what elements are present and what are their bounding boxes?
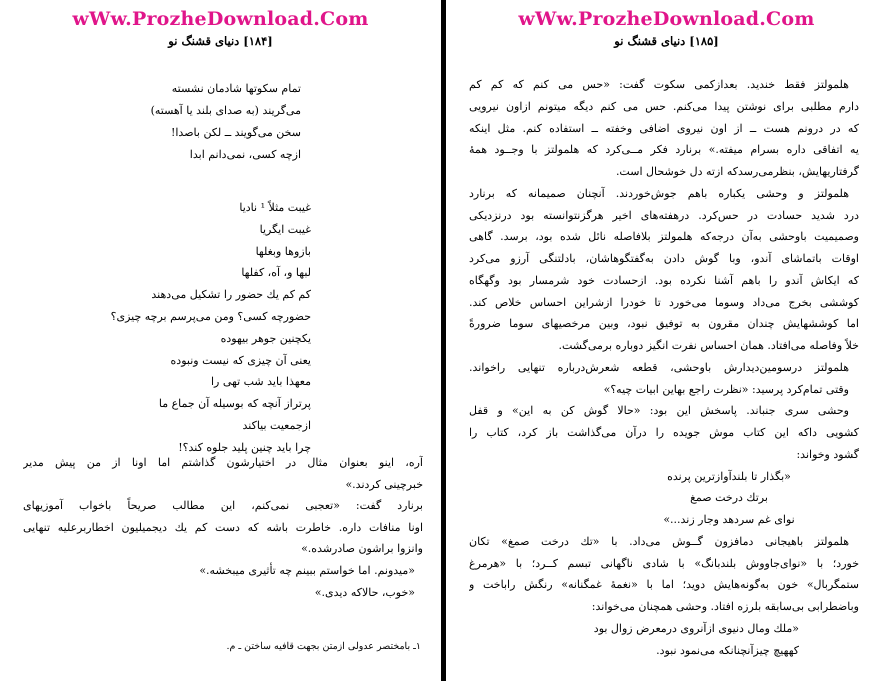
poem-line: تمام سکوتها شادمان نشسته: [171, 82, 301, 95]
prose-line: وحشی سری جنباند. پاسخش این بود: «حالا گوش کن به این» و قفل: [469, 404, 849, 418]
prose-line: ستمگربال» خون به‌گونه‌هایش دوید؛ اما با «نغمهٔ غمگنانه» رنگش راباخت و: [469, 578, 859, 592]
watermark-right: wWw.ProzheDownload.Com: [518, 8, 815, 30]
prose-line: اوقات باتماشای آندو، وبا گوش دادن به‌گفتگوهاشان، بادلتنگی آرزو می‌کرد: [469, 252, 859, 265]
prose-line: هلمولتز باهیجانی دمافزون گــوش می‌داد. با «تك درخت صمغ» تکان: [469, 534, 849, 548]
poem-stanza-2: [21, 197, 311, 459]
watermark-left: wWw.ProzheDownload.Com: [72, 8, 369, 30]
poem-line: می‌گریند (به صدای بلند یا آهسته): [150, 104, 301, 117]
poem-line: لبها و، آه، کفلها: [241, 266, 311, 280]
page-header-left: [۱۸۴] دنیای قشنگ نو: [168, 34, 273, 48]
prose-line: خورد؛ با «نوای‌جاووش بلندبانگ» با شادی ناگهانی تبسم کــرد؛ با «هرمرغ: [469, 556, 859, 570]
footnote: ۱ـ بامختصر عدولی ازمتن بجهت قافیه ساختن ـ م.: [226, 641, 421, 652]
prose-line: وانزوا براشون صادرشده.»: [301, 542, 423, 556]
poem-line: ازجمعیت بیاکند: [242, 418, 311, 432]
verse-line: «ملك ومال دنیوی ازآنروی درمعرض زوال بود: [593, 621, 799, 635]
poem-line: پرتراز آنچه که بوسیله آن جماع ما: [158, 397, 311, 411]
verse-line: برتك درخت صمغ: [690, 491, 768, 505]
verse-line: کههیچ چیزآنچنانکه می‌نمود نبود.: [656, 643, 799, 657]
verse-line: «بگذار تا بلندآوازترین پرنده: [667, 469, 791, 483]
prose-line: هلمولتز فقط خندید. بعدازکمی سکوت گفت: «حس می کنم که کم کم: [469, 78, 849, 91]
poem-line: بازوها وبغلها: [255, 244, 311, 258]
prose-line: کشویی داکه این کتاب موش جویده را درآن می‌گذاشت باز کرد، کتاب را: [469, 426, 859, 439]
prose-line: وصمیمیت باوحشی به‌آن درجه‌که هلمولتز بلافاصله نائل شده بود، برسد. گاهی: [469, 230, 859, 244]
prose-line: اونا منافات داره. خاطرت باشه که دست کم یك دیجمیلیون اخطاربرعلیه تنهایی: [23, 520, 423, 534]
prose-line: آره، اینو بعنوان مثال در اختیارشون گذاشتم اما اونا از من پیش مدیر: [23, 456, 423, 469]
poem-stanza-1: [21, 78, 301, 166]
poem-line: یکچنین جوهر بیهوده: [220, 331, 311, 345]
poem-line: معهذا باید شب تهی را: [210, 375, 311, 389]
poem-line: سخن می‌گویند ــ لکن باصدا!: [170, 126, 301, 139]
prose-line: وقتی تمام‌کرد پرسید: «نظرت راجع بهاین ابیات چیه؟»: [603, 382, 849, 396]
poem-line: چرا باید چنین پلید جلوه کند؟!: [178, 440, 311, 454]
prose-left: [23, 452, 423, 603]
prose-line: «خوب، حالاکه دیدی.»: [314, 585, 415, 599]
prose-line: خلاً وفاصله می‌افتاد. همان احساس نفرت انگیز دوباره برمی‌گشت.: [558, 339, 859, 352]
prose-right: [469, 74, 859, 661]
prose-line: هلمولتز و وحشی یکباره باهم جوش‌خوردند. آنچنان صمیمانه که برنارد: [469, 186, 849, 200]
prose-line: خبرچینی کردند.»: [345, 477, 423, 491]
poem-line: ازچه کسی، نمی‌دانم ابدا: [189, 148, 301, 161]
poem-line: غیبت مثلاً ¹ نادیا: [239, 201, 311, 214]
prose-line: گشود وخواند:: [796, 447, 859, 461]
prose-line: کوششی بخرج می‌داد وسوما می‌خورد تا خودرا ازشراین احساس خلاص کند.: [469, 295, 859, 309]
left-page: [0, 0, 441, 681]
poem-line: یعنی آن چیزی که نیست ونبوده: [170, 353, 311, 367]
prose-line: اما کوششهایش چندان مقرون به توفیق نبود، وبین مرخصیهای سوما ضرورةً: [469, 317, 859, 331]
prose-line: گرفتاریهایش، بنظرمی‌رسدکه ازته دل خوشحال است.: [615, 165, 859, 178]
poem-line: کم کم یك حضور را تشکیل می‌دهند: [151, 288, 311, 302]
poem-line: حضورچه کسی؟ ومن می‌پرسم برچه چیزی؟: [110, 309, 311, 323]
prose-line: درد شدید حسادت در حس‌کرد. درهفته‌های اخیر هرگزنتوانسته بود درنزدیکی: [469, 208, 859, 222]
prose-line: یه اتفاقی داره بسرام میفته.» برنارد فکر مــی‌کرد که هلمولتز با وجــود همهٔ: [469, 143, 859, 157]
prose-line: که ایکاش آندو را باهم آشنا نکرده بود. ازحسادت خود شرمسار بود وگهگاه: [469, 273, 859, 287]
verse-line: نوای غم سردهد وجار زند...»: [663, 513, 795, 526]
prose-line: وباضطرابی بی‌سابقه بلرزه افتاد. وحشی همچنان می‌خواند:: [591, 600, 859, 613]
page-header-right: [۱۸۵] دنیای قشنگ نو: [614, 34, 719, 48]
prose-line: دارم مطلبی برای نوشتن پیدا می‌کنم. حس می کنم دیگه میتونم ازاون نیرویی: [469, 99, 859, 113]
prose-line: هلمولتز درسومین‌دیدارش باوحشی، قطعه شعرش‌درباره تنهایی راخواند.: [469, 360, 849, 374]
prose-line: که در درونم هست ــ از اون نیروی اضافی وخفته ــ استفاده کنم. مثل اینکه: [469, 121, 859, 135]
prose-line: «میدونم. اما خواستم ببینم چه تأثیری میبخشه.»: [199, 563, 415, 577]
poem-line: غیبت ایگریا: [259, 222, 311, 236]
right-page: [446, 0, 887, 681]
prose-line: برنارد گفت: «تعجبی نمی‌کنم، این مطالب صریحاً باخواب آموزیهای: [23, 499, 423, 513]
